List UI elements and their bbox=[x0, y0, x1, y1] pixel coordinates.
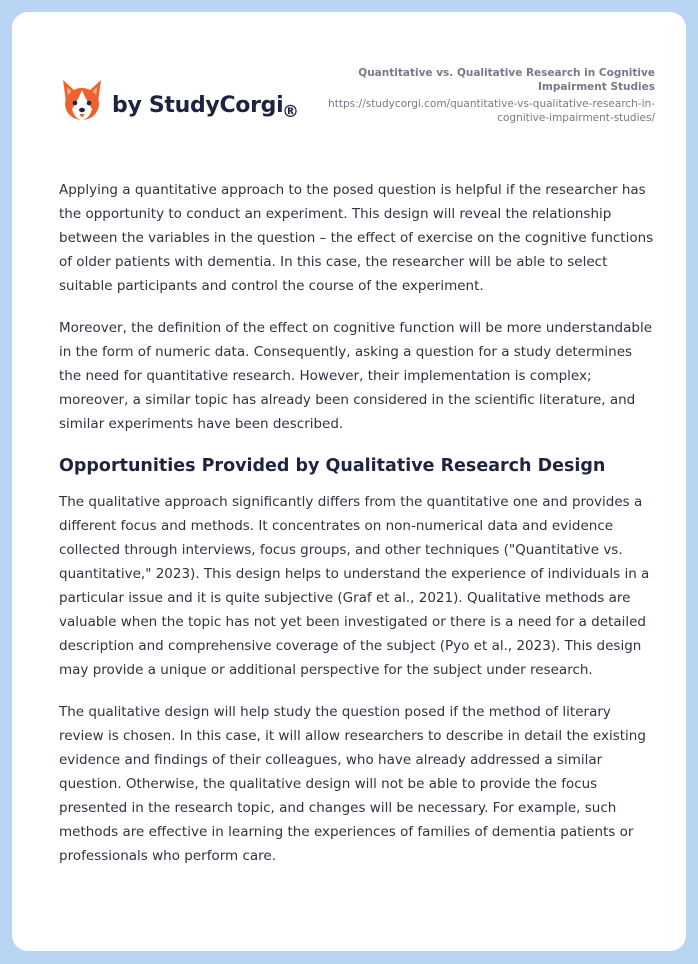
registered-mark: ® bbox=[282, 102, 299, 122]
document-url[interactable]: https://studycorgi.com/quantitative-vs-qualitative-research-in-cognitive-impairment-studies/ bbox=[328, 98, 655, 124]
paragraph: The qualitative approach significantly differs from the quantitative one and provides a different focus and methods. It concentrates on non-numerical data and evidence collected through interviews, focus groups, and other techniques ("Quantitative vs. quantitative," 2023). This design helps to understand the experience of individuals in a particular issue and it is quite subjective (Graf et al., 2021). Qualitative methods are valuable when the topic has not yet been investigated or there is a need for a detailed description and comprehensive coverage of the subject (Pyo et al., 2023). This design may provide a unique or additional perspective for the subject under research. bbox=[59, 494, 650, 678]
studycorgi-logo[interactable] bbox=[60, 76, 299, 124]
section-heading: Opportunities Provided by Qualitative Research Design bbox=[59, 456, 606, 476]
paragraph: Applying a quantitative approach to the posed question is helpful if the researcher has the opportunity to conduct an experiment. This design will reveal the relationship between the variables in the question – the effect of exercise on the cognitive functions of older patients with dementia. In this case, the researcher will be able to select suitable participants and control the course of the experiment. bbox=[59, 182, 654, 294]
paragraph: Moreover, the definition of the effect on cognitive function will be more understandable in the form of numeric data. Consequently, asking a question for a study determines the need for quantitative research. However, their implementation is complex; moreover, a similar topic has already been considered in the scientific literature, and similar experiments have been described. bbox=[59, 320, 653, 432]
document-title: Quantitative vs. Qualitative Research in Cognitive Impairment Studies bbox=[358, 67, 655, 93]
document-page bbox=[12, 12, 686, 951]
paragraph: The qualitative design will help study the question posed if the method of literary review is chosen. In this case, it will allow researchers to describe in detail the existing evidence and findings of their colleagues, who have already addressed a similar question. Otherwise, the qualitative design will not be able to provide the focus presented in the research topic, and changes will be necessary. For example, such methods are effective in learning the experiences of families of dementia patients or professionals who perform care. bbox=[59, 704, 646, 864]
logo-wordmark: by StudyCorgi bbox=[112, 92, 284, 118]
document-meta bbox=[305, 66, 655, 125]
document-body bbox=[59, 178, 657, 886]
corgi-icon bbox=[60, 76, 104, 124]
